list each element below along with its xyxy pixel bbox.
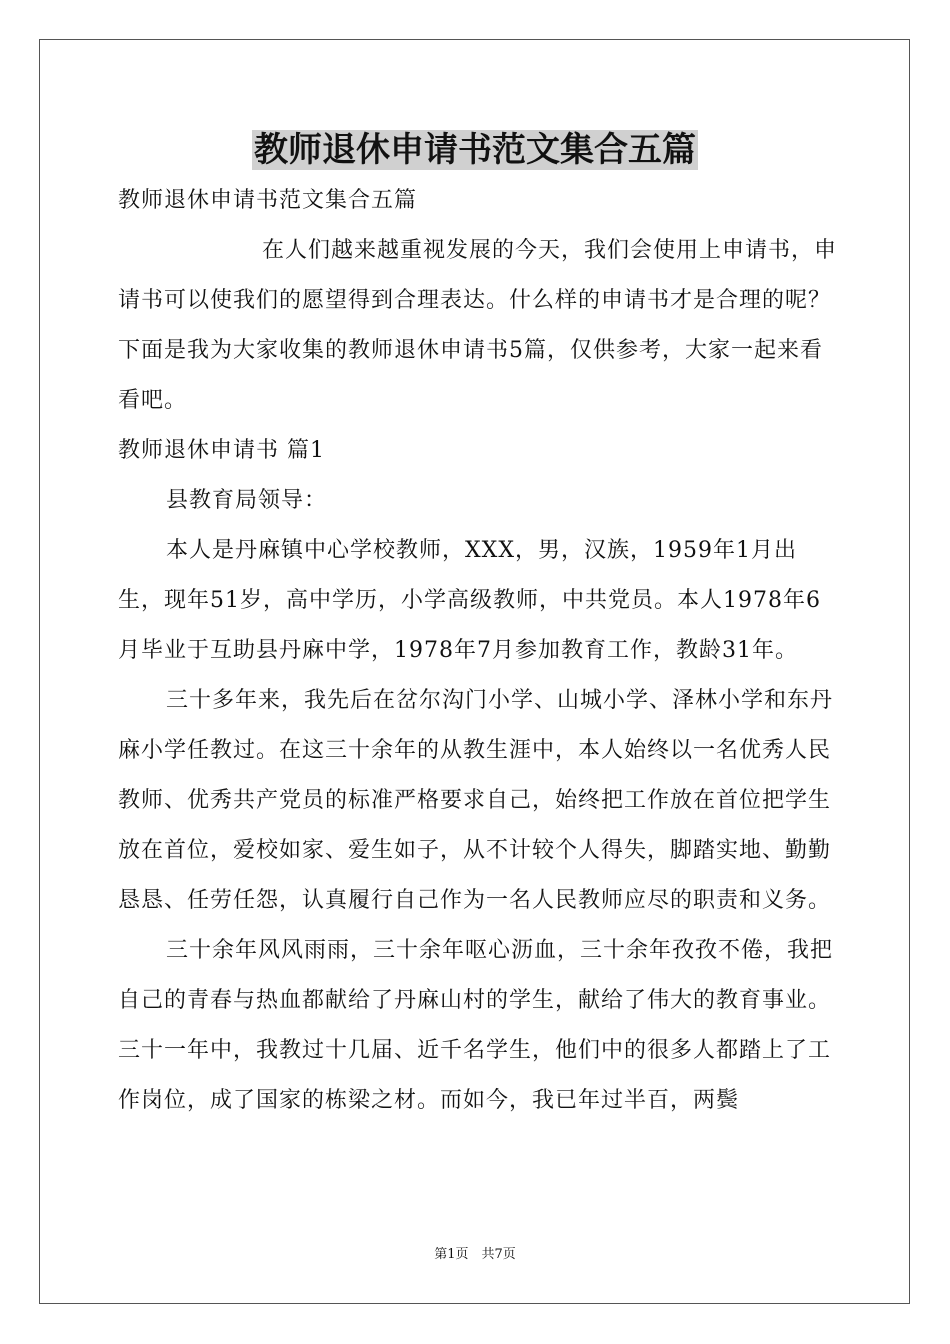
intro-paragraph: 在人们越来越重视发展的今天，我们会使用上申请书，申请书可以使我们的愿望得到合理表达。什么样的申请书才是合理的呢？下面是我为大家收集的教师退休申请书5篇，仅供参考，大家一起来看看吧。 (118, 238, 838, 413)
document-title-text: 教师退休申请书范文集合五篇 (254, 130, 696, 170)
body-paragraph-3: 三十余年风风雨雨，三十余年呕心沥血，三十余年孜孜不倦，我把自己的青春与热血都献给了丹麻山村的学生，献给了伟大的教育事业。三十一年中，我教过十几届、近千名学生，他们中的很多人都踏上了工作岗位，成了国家的栋梁之材。而如今，我已年过半百，两鬓 (118, 938, 834, 1113)
body-paragraph-1: 本人是丹麻镇中心学校教师，XXX，男，汉族，1959年1月出生，现年51岁，高中学历，小学高级教师，中共党员。本人1978年6月毕业于互助县丹麻中学，1978年7月参加教育工作，教龄31年。 (118, 538, 821, 663)
document-subtitle: 教师退休申请书范文集合五篇 (118, 188, 418, 213)
page-number: 第1页 共7页 (434, 1247, 516, 1262)
salutation: 县教育局领导： (166, 488, 328, 513)
document-title (0, 126, 950, 174)
document-body (118, 176, 838, 1126)
body-paragraph-2: 三十多年来，我先后在岔尔沟门小学、山城小学、泽林小学和东丹麻小学任教过。在这三十余年的从教生涯中，本人始终以一名优秀人民教师、优秀共产党员的标准严格要求自己，始终把工作放在首位把学生放在首位，爱校如家、爱生如子，从不计较个人得失，脚踏实地、勤勤恳恳、任劳任怨，认真履行自己作为一名人民教师应尽的职责和义务。 (118, 688, 834, 913)
page-footer (0, 1245, 950, 1265)
section-heading: 教师退休申请书 篇1 (118, 438, 325, 463)
